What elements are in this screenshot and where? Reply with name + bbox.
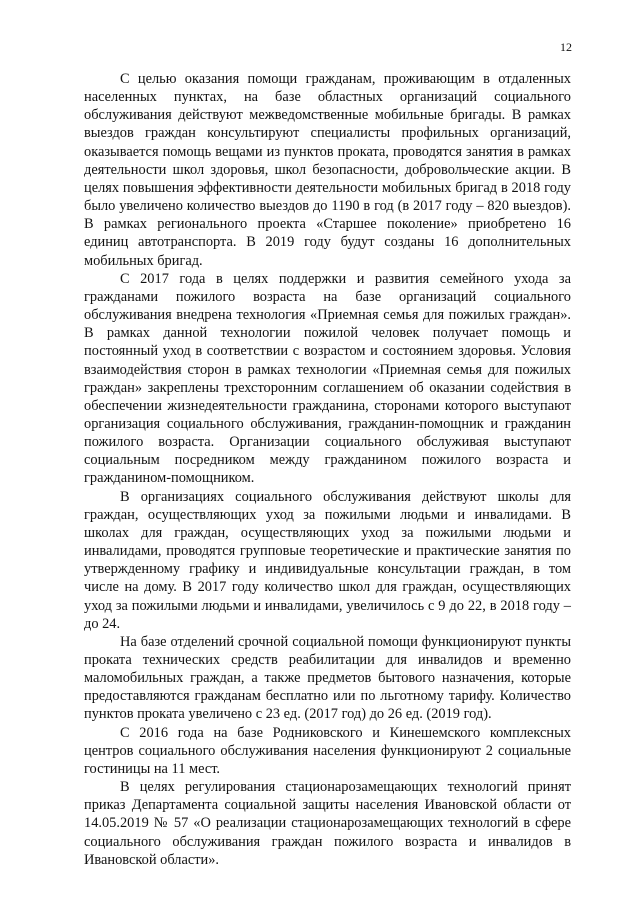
document-body bbox=[84, 70, 571, 869]
paragraph-care-schools: В организациях социального обслуживания действуют школы для граждан, осуществляющих уход за пожилыми людьми и инвалидами. В школах для граждан, осуществляющих уход за пожилыми людьми и инвалидами, проводятся групповые теоретические и практические занятия по утвержденному графику и индивидуальные консультации граждан, в том числе на дому. В 2017 году количество школ для граждан, осуществляющих уход за пожилыми людьми и инвалидами, увеличилось с 9 до 22, в 2018 году – до 24. bbox=[84, 488, 571, 632]
paragraph-rental-points: На базе отделений срочной социальной помощи функционируют пункты проката технических средств реабилитации для инвалидов и временно маломобильных граждан, а также предметов бытового назначения, которые предоставляются гражданам бесплатно или по льготному тарифу. Количество пунктов проката увеличено с 23 ед. (2017 год) до 26 ед. (2019 год). bbox=[84, 633, 571, 723]
paragraph-mobile-brigades: С целью оказания помощи гражданам, проживающим в отдаленных населенных пунктах, на базе областных организаций социального обслуживания действуют межведомственные мобильные бригады. В рамках выездов граждан консультируют специалисты профильных организаций, оказывается помощь вещами из пунктов проката, проводятся занятия в рамках деятельности школ здоровья, школ безопасности, добровольческие акции. В целях повышения эффективности деятельности мобильных бригад в 2018 году было увеличено количество выездов до 1190 в год (в 2017 году – 820 выездов). В рамках регионального проекта «Старшее поколение» приобретено 16 единиц автотранспорта. В 2019 году будут созданы 16 дополнительных мобильных бригад. bbox=[84, 71, 571, 269]
page-number: 12 bbox=[560, 40, 572, 54]
paragraph-department-order: В целях регулирования стационарозамещающих технологий принят приказ Департамента социальной защиты населения Ивановской области от 14.05.2019 № 57 «О реализации стационарозамещающих технологий в сфере социального обслуживания граждан пожилого возраста и инвалидов в Ивановской области». bbox=[84, 779, 571, 868]
paragraph-foster-family: С 2017 года в целях поддержки и развития семейного ухода за гражданами пожилого возраста на базе организаций социального обслуживания внедрена технология «Приемная семья для пожилых граждан». В рамках данной технологии пожилой человек получает помощь и постоянный уход в соответствии с возрастом и состоянием здоровья. Условия взаимодействия сторон в рамках технологии «Приемная семья для пожилых граждан» закреплены трехсторонним соглашением об оказании содействия в обеспечении жизнедеятельности гражданина, сторонами которого выступают организация социального обслуживания, гражданин-помощник и гражданин пожилого возраста. Организации социального обслуживая выступают социальным посредником между гражданином пожилого возраста и гражданином-помощником. bbox=[84, 270, 571, 487]
paragraph-social-hotels: С 2016 года на базе Родниковского и Кинешемского комплексных центров социального обслуживания населения функционируют 2 социальные гостиницы на 11 мест. bbox=[84, 724, 571, 777]
